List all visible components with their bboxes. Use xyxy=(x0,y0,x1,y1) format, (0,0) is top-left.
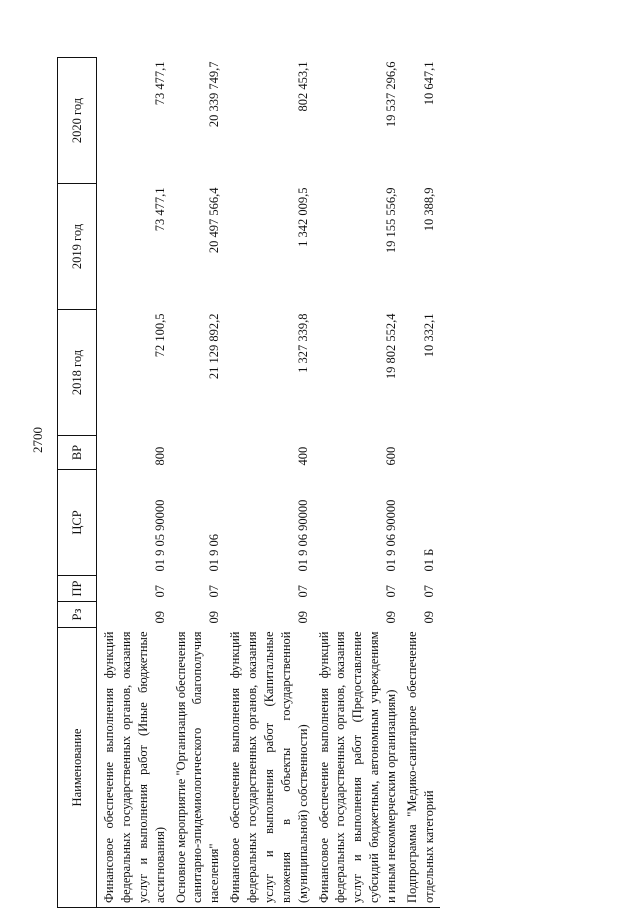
row-vr: 600 xyxy=(384,446,398,466)
header-rz: Рз xyxy=(58,602,97,628)
row-2018: 72 100,5 xyxy=(152,313,167,358)
row-2019: 1 342 009,5 xyxy=(295,187,310,247)
row-name: Финансовое обеспечение выполнения функций федеральных государственных органов, оказания услуг и выполнения работ (Капитальные вложения в объекты государственной (муниципальной) собственности) xyxy=(225,628,313,908)
row-csr: 01 9 05 90000 xyxy=(152,499,167,572)
header-2018: 2018 год xyxy=(58,310,97,436)
row-name: Финансовое обеспечение выполнения функций федеральных государственных органов, оказания услуг и выполнения работ (Иные бюджетные ассигнования) xyxy=(97,628,171,908)
row-pr: 07 xyxy=(384,585,398,598)
row-2020: 10 647,1 xyxy=(421,61,436,106)
row-name: Основное мероприятие "Организация обеспечения санитарно-эпидемиологического благополучия населения" xyxy=(171,628,226,908)
row-vr xyxy=(171,436,226,470)
row-2020: 19 537 296,6 xyxy=(384,61,398,128)
table-row xyxy=(97,58,171,908)
row-rz: 09 xyxy=(207,611,222,624)
row-pr: 07 xyxy=(421,585,436,598)
row-2020: 73 477,1 xyxy=(152,61,167,106)
row-csr: 01 Б xyxy=(421,548,436,572)
row-pr: 07 xyxy=(295,585,310,598)
row-vr: 800 xyxy=(152,446,167,466)
budget-table-rotated xyxy=(57,58,602,908)
header-vr: ВР xyxy=(58,436,97,470)
row-name: Подпрограмма "Медико-санитарное обеспечение отдельных категорий xyxy=(402,628,440,908)
row-2019: 19 155 556,9 xyxy=(384,187,398,254)
header-csr: ЦСР xyxy=(58,470,97,576)
row-2019: 20 497 566,4 xyxy=(207,187,222,254)
row-2020: 802 453,1 xyxy=(295,61,310,112)
row-rz: 09 xyxy=(421,611,436,624)
budget-table xyxy=(57,57,440,908)
row-2018: 21 129 892,2 xyxy=(207,313,222,380)
table-row xyxy=(314,58,402,908)
row-csr: 01 9 06 xyxy=(207,534,222,572)
header-2020: 2020 год xyxy=(58,58,97,184)
page-number: 2700 xyxy=(30,427,45,453)
row-2019: 73 477,1 xyxy=(152,187,167,232)
row-2020: 20 339 749,7 xyxy=(207,61,222,128)
row-2019: 10 388,9 xyxy=(421,187,436,232)
row-2018: 1 327 339,8 xyxy=(295,313,310,373)
row-rz: 09 xyxy=(384,611,398,624)
table-row xyxy=(225,58,313,908)
row-2018: 10 332,1 xyxy=(421,313,436,358)
row-2018: 19 802 552,4 xyxy=(384,313,398,380)
row-pr: 07 xyxy=(152,585,167,598)
row-vr: 400 xyxy=(295,446,310,466)
header-name: Наименование xyxy=(58,628,97,908)
row-csr: 01 9 06 90000 xyxy=(384,499,398,572)
table-header-row xyxy=(58,58,97,908)
header-2019: 2019 год xyxy=(58,184,97,310)
row-rz: 09 xyxy=(152,611,167,624)
row-vr xyxy=(402,436,440,470)
header-pr: ПР xyxy=(58,576,97,602)
row-pr: 07 xyxy=(207,585,222,598)
table-row xyxy=(171,58,226,908)
row-csr: 01 9 06 90000 xyxy=(295,499,310,572)
row-rz: 09 xyxy=(295,611,310,624)
row-name: Финансовое обеспечение выполнения функций федеральных государственных органов, оказания услуг и выполнения работ (Предоставление субсидий бюджетным, автономным учреждениям и иным некоммерческим организациям) xyxy=(314,628,402,908)
table-row xyxy=(402,58,440,908)
